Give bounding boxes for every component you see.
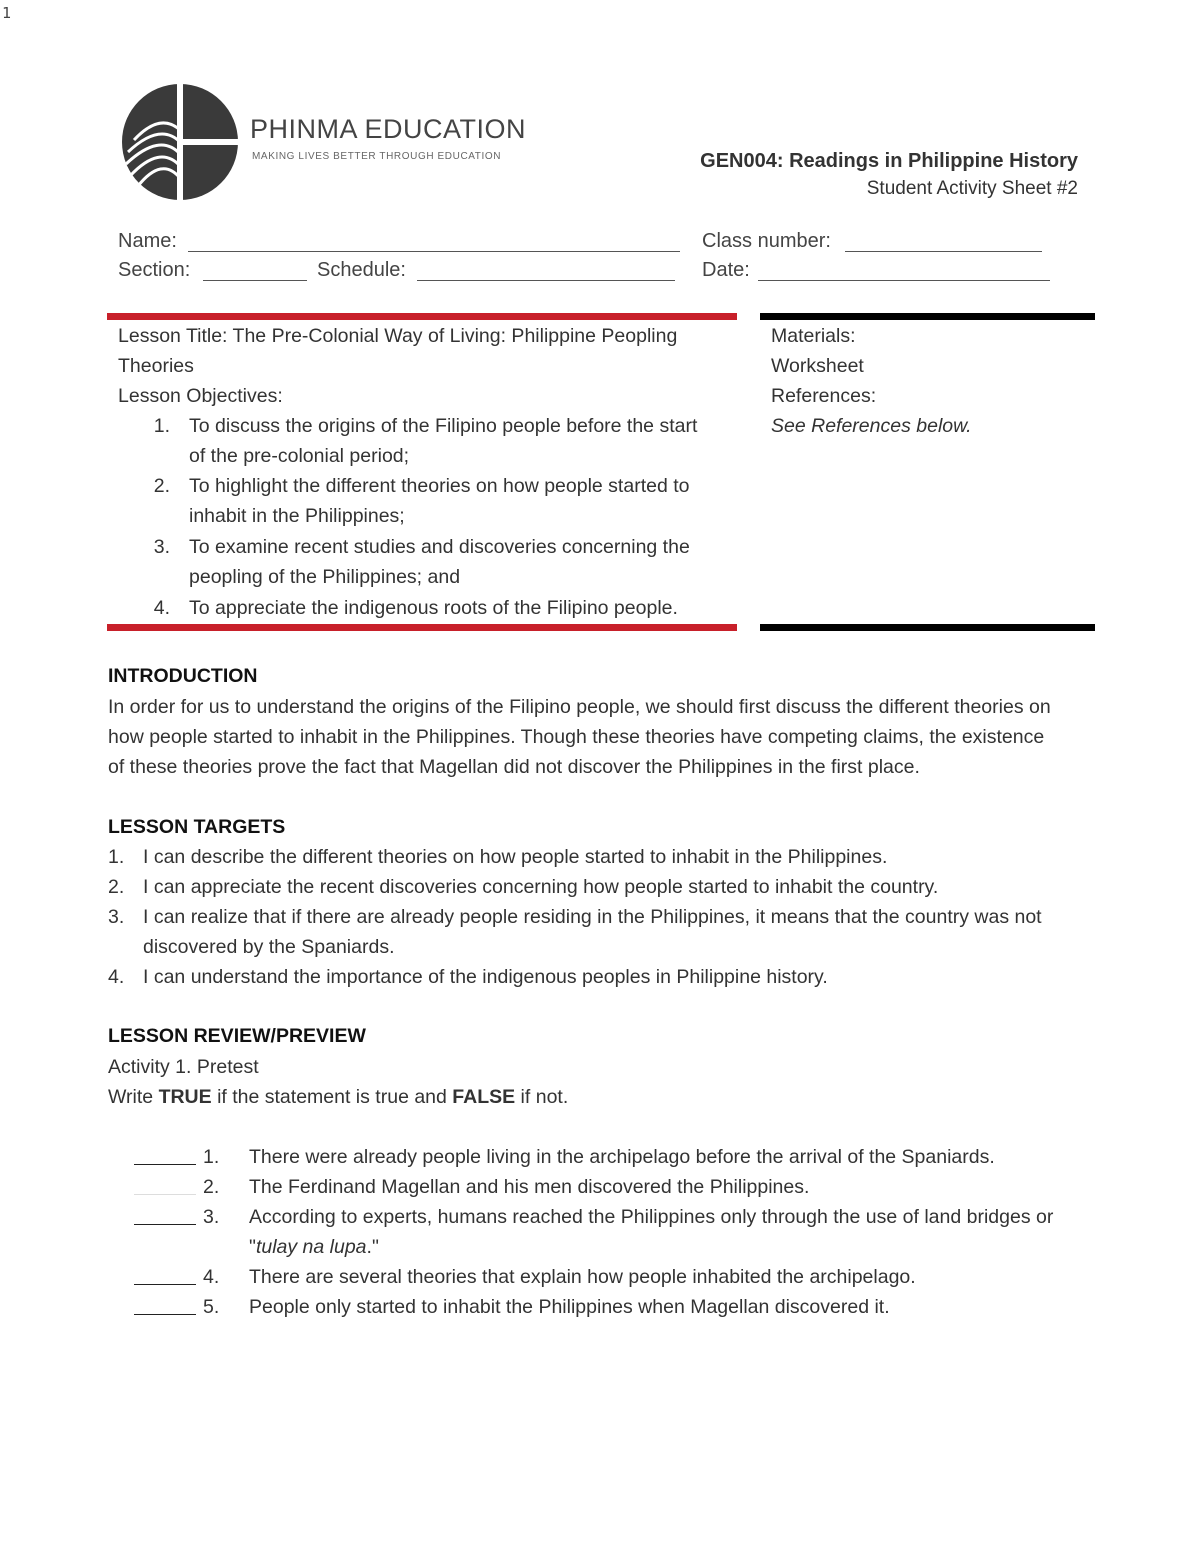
target-item: 2. I can appreciate the recent discoveries concerning how people started to inhabit the country. <box>108 876 939 898</box>
pretest-item: 1. There were already people living in the archipelago before the arrival of the Spaniards. <box>134 1142 1094 1172</box>
section-field[interactable] <box>203 280 307 281</box>
phinma-logo-icon <box>120 82 240 202</box>
target-item: 3. I can realize that if there are already people residing in the Philippines, it means that the country was not discovered by the Spaniards. <box>108 906 1042 958</box>
answer-blank[interactable] <box>134 1224 196 1225</box>
pretest-item: 2. The Ferdinand Magellan and his men discovered the Philippines. <box>134 1172 1094 1202</box>
materials-label: Materials: <box>771 325 856 347</box>
introduction-heading: INTRODUCTION <box>108 665 258 687</box>
introduction-line: of these theories prove the fact that Magellan did not discover the Philippines in the first place. <box>108 756 920 778</box>
course-title: GEN004: Readings in Philippine History <box>700 150 1078 172</box>
page-number: 1 <box>2 4 12 22</box>
answer-blank[interactable] <box>134 1314 196 1315</box>
name-label: Name: <box>118 230 177 252</box>
answer-blank[interactable] <box>134 1164 196 1165</box>
schedule-field[interactable] <box>417 280 675 281</box>
materials-value: Worksheet <box>771 355 864 377</box>
pretest-item: 5. People only started to inhabit the Philippines when Magellan discovered it. <box>134 1292 1094 1322</box>
brand-name: PHINMA EDUCATION <box>250 114 527 144</box>
answer-blank[interactable] <box>134 1284 196 1285</box>
lesson-targets-heading: LESSON TARGETS <box>108 816 286 838</box>
pretest-item: 3. According to experts, humans reached the Philippines only through the use of land bridges or "tulay na lupa." <box>134 1202 1094 1262</box>
date-field[interactable] <box>758 280 1050 281</box>
name-field[interactable] <box>188 251 680 252</box>
schedule-label: Schedule: <box>317 259 406 281</box>
objective-item: 1. To discuss the origins of the Filipino people before the start of the pre-colonial period; <box>153 415 698 467</box>
lesson-title: Lesson Title: The Pre-Colonial Way of Living: Philippine Peopling <box>118 325 678 347</box>
black-divider-top <box>760 313 1095 320</box>
red-divider-bottom <box>107 624 737 631</box>
black-divider-bottom <box>760 624 1095 631</box>
review-heading: LESSON REVIEW/PREVIEW <box>108 1025 366 1047</box>
introduction-line: In order for us to understand the origins of the Filipino people, we should first discuss the different theories on <box>108 696 1051 718</box>
objectives-label: Lesson Objectives: <box>118 385 283 407</box>
sheet-title: Student Activity Sheet #2 <box>866 178 1078 199</box>
lesson-title-cont: Theories <box>118 355 194 377</box>
objective-item: 2. To highlight the different theories on how people started to inhabit in the Philippines; <box>153 475 690 527</box>
section-label: Section: <box>118 259 191 281</box>
target-item: 1. I can describe the different theories on how people started to inhabit in the Philippines. <box>108 846 888 868</box>
pretest-item: 4. There are several theories that explain how people inhabited the archipelago. <box>134 1262 1094 1292</box>
brand-tagline: MAKING LIVES BETTER THROUGH EDUCATION <box>252 151 502 162</box>
activity-title: Activity 1. Pretest <box>108 1056 259 1078</box>
answer-blank[interactable] <box>134 1194 196 1195</box>
introduction-line: how people started to inhabit in the Philippines. Though these theories have competing claims, the existence <box>108 726 1045 748</box>
objective-item: 4. To appreciate the indigenous roots of the Filipino people. <box>153 597 678 619</box>
activity-instructions: Write TRUE if the statement is true and FALSE if not. <box>108 1086 569 1108</box>
references-value: See References below. <box>771 415 972 437</box>
class-number-label: Class number: <box>702 230 831 252</box>
date-label: Date: <box>702 259 750 281</box>
target-item: 4. I can understand the importance of the indigenous peoples in Philippine history. <box>108 966 828 988</box>
objective-item: 3. To examine recent studies and discoveries concerning the peopling of the Philippines; and <box>153 536 690 588</box>
red-divider-top <box>107 313 737 320</box>
references-label: References: <box>771 385 877 407</box>
class-number-field[interactable] <box>845 251 1042 252</box>
